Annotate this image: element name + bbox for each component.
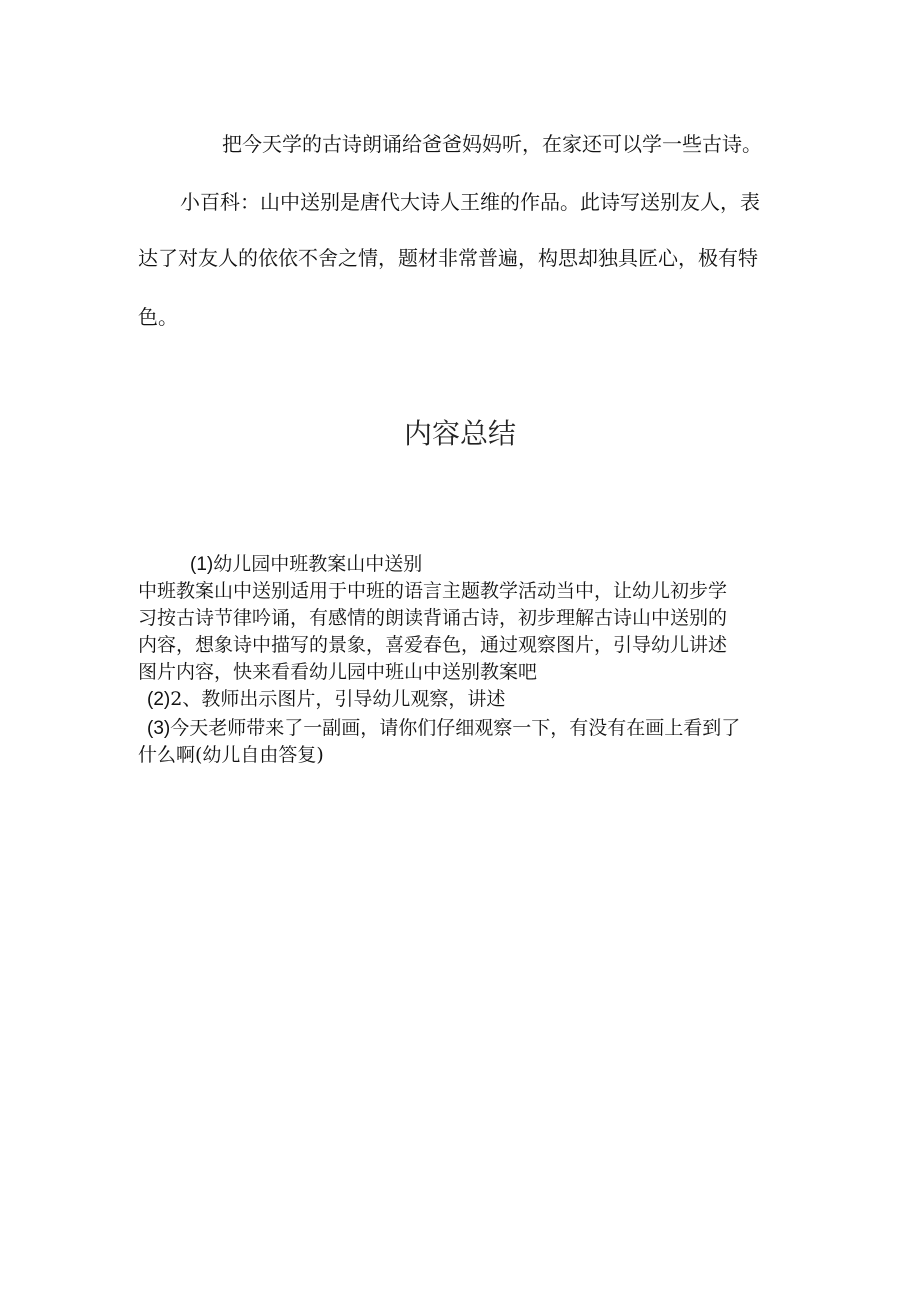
intro-paragraph-1: 把今天学的古诗朗诵给爸爸妈妈听，在家还可以学一些古诗。	[222, 132, 762, 156]
summary-item-3-number: (3)	[147, 718, 171, 739]
intro-paragraph-2-line-3: 色。	[138, 305, 178, 329]
section-title: 内容总结	[403, 417, 516, 450]
summary-item-3-text: 今天老师带来了一副画，请你们仔细观察一下，有没有在画上看到了	[170, 717, 741, 739]
summary-item-2	[147, 690, 505, 709]
summary-item-3-line	[147, 719, 740, 738]
summary-item-1-line: 图片内容，快来看看幼儿园中班山中送别教案吧	[138, 661, 538, 683]
summary-item-1-heading	[190, 555, 422, 574]
summary-item-1-title: 幼儿园中班教案山中送别	[213, 553, 423, 575]
summary-item-1-number: (1)	[190, 554, 214, 575]
summary-item-1-line: 习按古诗节律吟诵，有感情的朗读背诵古诗，初步理解古诗山中送别的	[138, 607, 728, 629]
summary-item-3-line: 什么啊(幼儿自由答复)	[138, 744, 324, 766]
summary-item-2-number: (2)	[147, 689, 171, 710]
summary-item-1-line: 中班教案山中送别适用于中班的语言主题教学活动当中，让幼儿初步学	[138, 580, 728, 602]
intro-paragraph-2-line-2: 达了对友人的依依不舍之情，题材非常普遍，构思却独具匠心，极有特	[138, 246, 758, 270]
summary-item-2-text: 2、教师出示图片，引导幼儿观察，讲述	[170, 688, 506, 710]
intro-paragraph-2-line-1: 小百科：山中送别是唐代大诗人王维的作品。此诗写送别友人，表	[180, 190, 760, 214]
summary-item-1-line: 内容，想象诗中描写的景象，喜爱春色，通过观察图片，引导幼儿讲述	[138, 634, 728, 656]
